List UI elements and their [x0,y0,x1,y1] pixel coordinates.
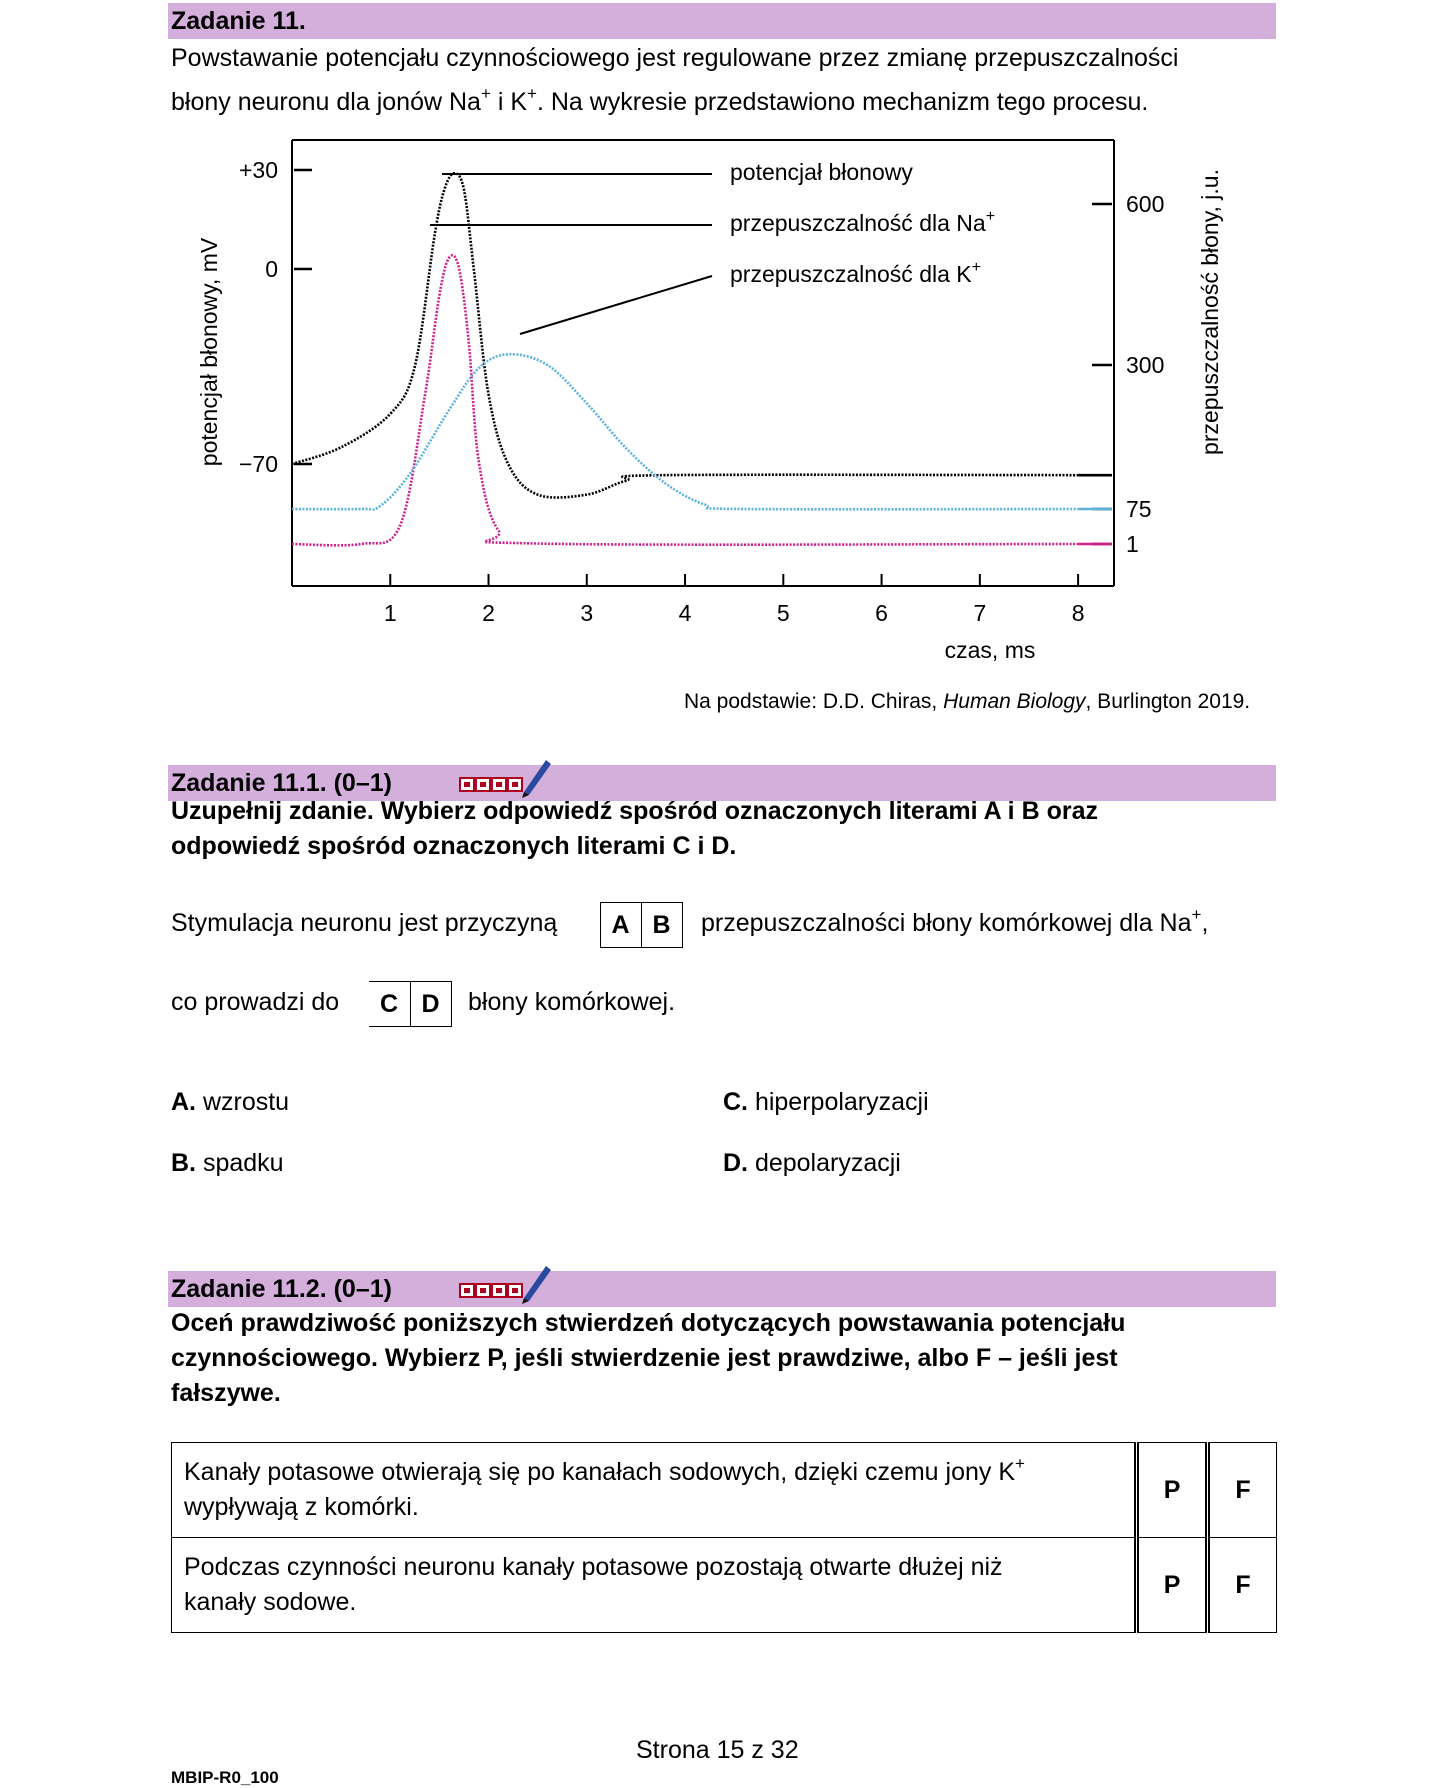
y-right-axis-label: przepuszczalność błony, j.u. [1197,169,1223,455]
answer-p-1[interactable]: P [1137,1443,1208,1538]
fill-line2-pre: co prowadzi do [171,988,340,1016]
task11-intro [171,36,1281,124]
table-row [172,1443,1277,1538]
fill-line2-post: błony komórkowej. [468,988,676,1016]
x-tick-label: 4 [678,600,692,626]
y-right-tick-label: 1 [1126,531,1139,557]
fill-line1-pre: Stymulacja neuronu jest przyczyną [171,909,558,937]
y-left-axis-label: potencjał błonowy, mV [196,237,222,467]
intro-text-a: błony neuronu dla jonów Na [171,88,481,116]
k-permeability-line [292,354,1078,509]
instr-line1: Uzupełnij zdanie. Wybierz odpowiedź spośród oznaczonych literami A i B oraz [171,797,1098,825]
series-label: potencjał błonowy [730,159,913,185]
answer-f-1[interactable]: F [1208,1443,1277,1538]
source-suffix: , Burlington 2019. [1085,690,1251,713]
task11-1-instructions [171,794,1281,864]
statement-1-text-2: wypływają z komórki. [184,1493,419,1521]
y-right-tick-label: 75 [1126,496,1152,522]
series-label: przepuszczalność dla Na+ [730,208,996,236]
instr-line1: Oceń prawdziwość poniższych stwierdzeń dotyczących powstawania potencjału [171,1309,1126,1337]
fill-line1-post [701,905,1209,938]
x-tick-label: 2 [482,600,495,626]
table-row [172,1538,1277,1633]
statement-1 [172,1443,1137,1538]
y-right-tick-label: 300 [1126,352,1165,378]
instr-line2: odpowiedź spośród oznaczonych literami C i D. [171,832,737,860]
chart-source [684,690,1250,714]
option-c-letter: C. [723,1088,748,1116]
option-a-letter: A. [171,1088,196,1116]
task11-title: Zadanie 11. [171,7,306,35]
series-label-sup: + [971,259,981,276]
y-left-tick-label: −70 [238,451,278,477]
choice-c[interactable]: C [379,990,399,1018]
option-d-letter: D. [723,1149,748,1177]
option-a[interactable] [171,1088,289,1117]
choice-b[interactable]: B [641,903,681,947]
leader-line [520,276,712,334]
statement-2-text: Podczas czynności neuronu kanały potasowe pozostają otwarte dłużej niż [184,1553,1003,1581]
option-b-letter: B. [171,1149,196,1177]
option-d-text: depolaryzacji [748,1149,901,1177]
option-b-text: spadku [196,1149,284,1177]
task11-1-title: Zadanie 11.1. (0–1) [171,769,392,797]
x-tick-label: 8 [1071,600,1085,626]
na-permeability-line [292,255,1078,545]
x-tick-label: 5 [776,600,790,626]
choice-box-ab [600,902,683,948]
instr-line3: fałszywe. [171,1379,281,1407]
statement-1-text: Kanały potasowe otwierają się po kanałach sodowych, dzięki czemu jony K [184,1458,1016,1486]
answer-p-2[interactable]: P [1137,1538,1208,1633]
source-title: Human Biology [943,690,1086,713]
chart-text [196,157,1223,663]
option-d[interactable] [723,1149,901,1178]
y-right-tick-label: 600 [1126,191,1165,217]
task11-header-bar [168,3,1276,39]
instr-line2: czynnościowego. Wybierz P, jeśli stwierdzenie jest prawdziwe, albo F – jeśli jest [171,1344,1118,1372]
line1-sup: + [1191,905,1202,924]
task11-2-title: Zadanie 11.2. (0–1) [171,1275,392,1303]
option-c-text: hiperpolaryzacji [748,1088,929,1116]
chart-series [292,173,1112,545]
x-axis-label: czas, ms [944,637,1036,663]
intro-text-c: . Na wykresie przedstawiono mechanizm tego procesu. [536,88,1149,116]
intro-sup-k: + [527,84,537,103]
task11-intro-line2 [171,80,1281,124]
x-tick-label: 6 [875,600,888,626]
x-tick-label: 7 [973,600,987,626]
series-label-sup: + [985,208,996,225]
exam-code: MBIP-R0_100 [171,1768,279,1787]
y-left-tick-label: +30 [238,157,278,183]
line1-end: , [1201,909,1209,937]
intro-text-b: i K [490,88,527,116]
option-b[interactable] [171,1149,284,1178]
action-potential-chart [0,120,1447,840]
line1-post-text: przepuszczalności błony komórkowej dla Na [701,909,1192,937]
option-c[interactable] [723,1088,929,1117]
grading-icon [458,1260,554,1306]
task11-intro-line1: Powstawanie potencjału czynnościowego jest regulowane przez zmianę przepuszczalności [171,44,1179,72]
choice-d[interactable]: D [410,982,450,1026]
option-a-text: wzrostu [196,1088,290,1116]
series-label: przepuszczalność dla K+ [730,259,981,287]
source-prefix: Na podstawie: D.D. Chiras, [684,690,944,713]
page-number: Strona 15 z 32 [636,1736,799,1764]
answer-f-2[interactable]: F [1208,1538,1277,1633]
task11-2-instructions [171,1306,1281,1411]
y-left-tick-label: 0 [265,256,278,282]
statement-1-sup: + [1015,1454,1025,1473]
statement-2-text-2: kanały sodowe. [184,1588,357,1616]
intro-sup-na: + [480,84,491,103]
statement-2 [172,1538,1137,1633]
choice-box-cd [369,981,452,1027]
true-false-table [171,1442,1277,1633]
x-tick-label: 3 [580,600,594,626]
choice-a[interactable]: A [600,903,640,947]
x-tick-label: 1 [383,600,397,626]
